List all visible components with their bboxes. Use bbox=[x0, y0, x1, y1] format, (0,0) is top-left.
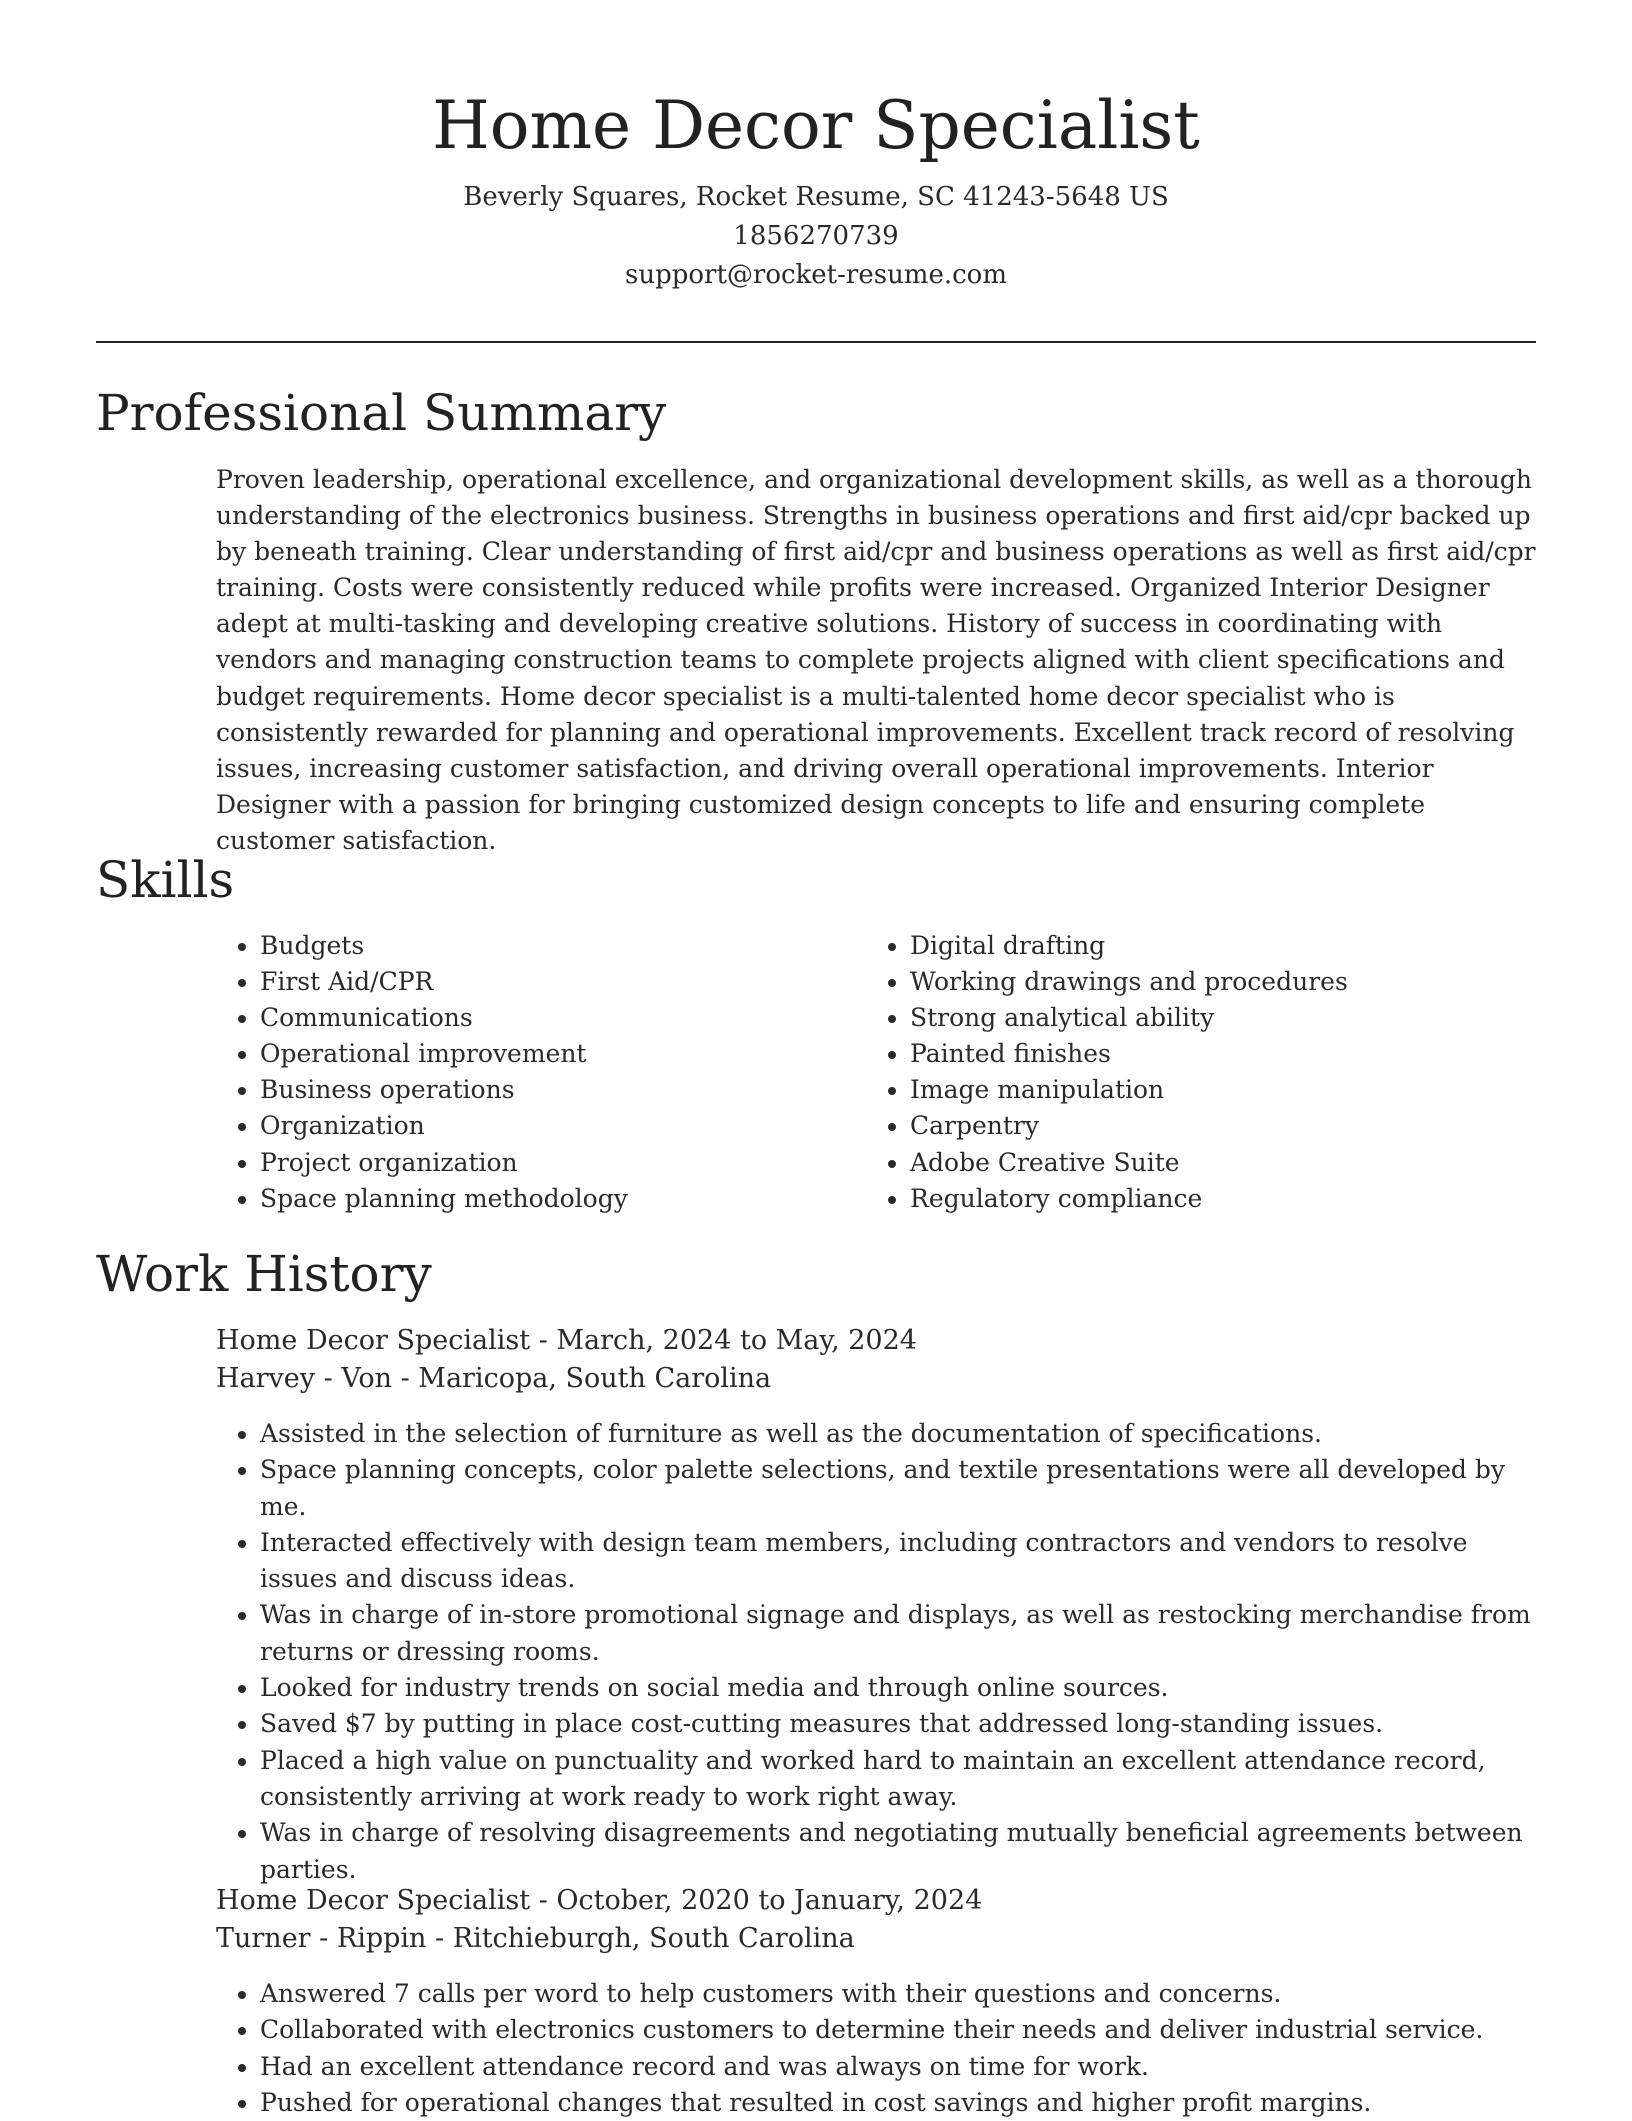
job-dates: March, 2024 to May, 2024 bbox=[556, 1325, 917, 1356]
job-bullet: • Looked for industry trends on social media and through online sources. bbox=[260, 1670, 1536, 1706]
job-bullet: • Space planning concepts, color palette selections, and textile presentations were all developed by me. bbox=[260, 1452, 1536, 1525]
skill-item: • Adobe Creative Suite bbox=[910, 1145, 1348, 1181]
job-bullet: • Had an excellent attendance record and was always on time for work. bbox=[260, 2049, 1536, 2085]
work-history-heading: Work History bbox=[96, 1245, 432, 1303]
job-bullet: • Was in charge of resolving disagreements and negotiating mutually beneficial agreements between parties. bbox=[260, 1815, 1536, 1888]
skill-item: • Organization bbox=[260, 1108, 628, 1144]
skill-item: • Communications bbox=[260, 1000, 628, 1036]
document-title: Home Decor Specialist bbox=[432, 87, 1200, 164]
job-bullet: • Was in charge of in-store promotional signage and displays, as well as restocking merchandise from returns or dressing rooms. bbox=[260, 1597, 1536, 1670]
job-bullet: • Saved $7 by putting in place cost-cutting measures that addressed long-standing issues. bbox=[260, 1706, 1536, 1742]
skill-item: • Business operations bbox=[260, 1072, 628, 1108]
job-bullet: • Collaborated with electronics customers to determine their needs and deliver industrial service. bbox=[260, 2012, 1536, 2048]
job-bullet: • Assisted in the selection of furniture as well as the documentation of specifications. bbox=[260, 1416, 1536, 1452]
skill-item: • Digital drafting bbox=[910, 928, 1348, 964]
skill-item: • Carpentry bbox=[910, 1108, 1348, 1144]
job-company: Harvey - Von bbox=[216, 1363, 392, 1394]
resume-header bbox=[96, 80, 1536, 295]
skill-item: • Painted finishes bbox=[910, 1036, 1348, 1072]
skill-item: • Regulatory compliance bbox=[910, 1181, 1348, 1217]
job-bullet: • Answered 7 calls per word to help customers with their questions and concerns. bbox=[260, 1976, 1536, 2012]
skill-item: • Working drawings and procedures bbox=[910, 964, 1348, 1000]
job-bullet: • Interacted effectively with design team members, including contractors and vendors to resolve issues and discuss ideas. bbox=[260, 1525, 1536, 1598]
job-company-line: Harvey - Von - Maricopa, South Carolina bbox=[216, 1363, 772, 1394]
job-bullets bbox=[216, 1976, 1536, 2121]
skill-item: • First Aid/CPR bbox=[260, 964, 628, 1000]
contact-info bbox=[96, 178, 1536, 295]
summary-heading: Professional Summary bbox=[96, 384, 667, 442]
job-title-line: Home Decor Specialist - October, 2020 to January, 2024 bbox=[216, 1885, 983, 1916]
contact-address: Beverly Squares, Rocket Resume, SC 41243-5648 US bbox=[463, 182, 1169, 212]
skill-item: • Space planning methodology bbox=[260, 1181, 628, 1217]
job-title: Home Decor Specialist bbox=[216, 1885, 531, 1916]
skill-item: • Operational improvement bbox=[260, 1036, 628, 1072]
skill-item: • Budgets bbox=[260, 928, 628, 964]
job-title-line: Home Decor Specialist - March, 2024 to May, 2024 bbox=[216, 1325, 917, 1356]
job-bullet: • Placed a high value on punctuality and worked hard to maintain an excellent attendance record, consistently arriving at work ready to work right away. bbox=[260, 1743, 1536, 1816]
job-bullets bbox=[216, 1416, 1536, 1888]
skill-item: • Image manipulation bbox=[910, 1072, 1348, 1108]
skill-item: • Strong analytical ability bbox=[910, 1000, 1348, 1036]
job-location: Ritchieburgh, South Carolina bbox=[452, 1923, 855, 1954]
job-dates: October, 2020 to January, 2024 bbox=[556, 1885, 983, 1916]
contact-phone: 1856270739 bbox=[733, 221, 899, 251]
summary-text: Proven leadership, operational excellence, and organizational development skills, as well as a thorough understanding of the electronics business. Strengths in business operations and first aid/cpr backed up by beneath training. Clear understanding of first aid/cpr and business operations as well as first aid/cpr training. Costs were consistently reduced while profits were increased. Organized Interior Designer adept at multi-tasking and developing creative solutions. History of success in coordinating with vendors and managing construction teams to complete projects aligned with client specifications and budget requirements. Home decor specialist is a multi-talented home decor specialist who is consistently rewarded for planning and operational improvements. Excellent track record of resolving issues, increasing customer satisfaction, and driving overall operational improvements. Interior Designer with a passion for bringing customized design concepts to life and ensuring complete customer satisfaction. bbox=[216, 465, 1536, 855]
skill-item: • Project organization bbox=[260, 1145, 628, 1181]
contact-email: support@rocket-resume.com bbox=[624, 260, 1007, 290]
header-divider bbox=[96, 341, 1536, 343]
job-company: Turner - Rippin bbox=[216, 1923, 427, 1954]
skills-list-left bbox=[216, 928, 628, 1217]
job-title: Home Decor Specialist bbox=[216, 1325, 531, 1356]
job-location: Maricopa, South Carolina bbox=[418, 1363, 772, 1394]
job-bullet: • Pushed for operational changes that resulted in cost savings and higher profit margins. bbox=[260, 2085, 1536, 2121]
skills-list-right bbox=[866, 928, 1348, 1217]
job-company-line: Turner - Rippin - Ritchieburgh, South Carolina bbox=[216, 1923, 855, 1954]
skills-heading: Skills bbox=[96, 851, 235, 909]
